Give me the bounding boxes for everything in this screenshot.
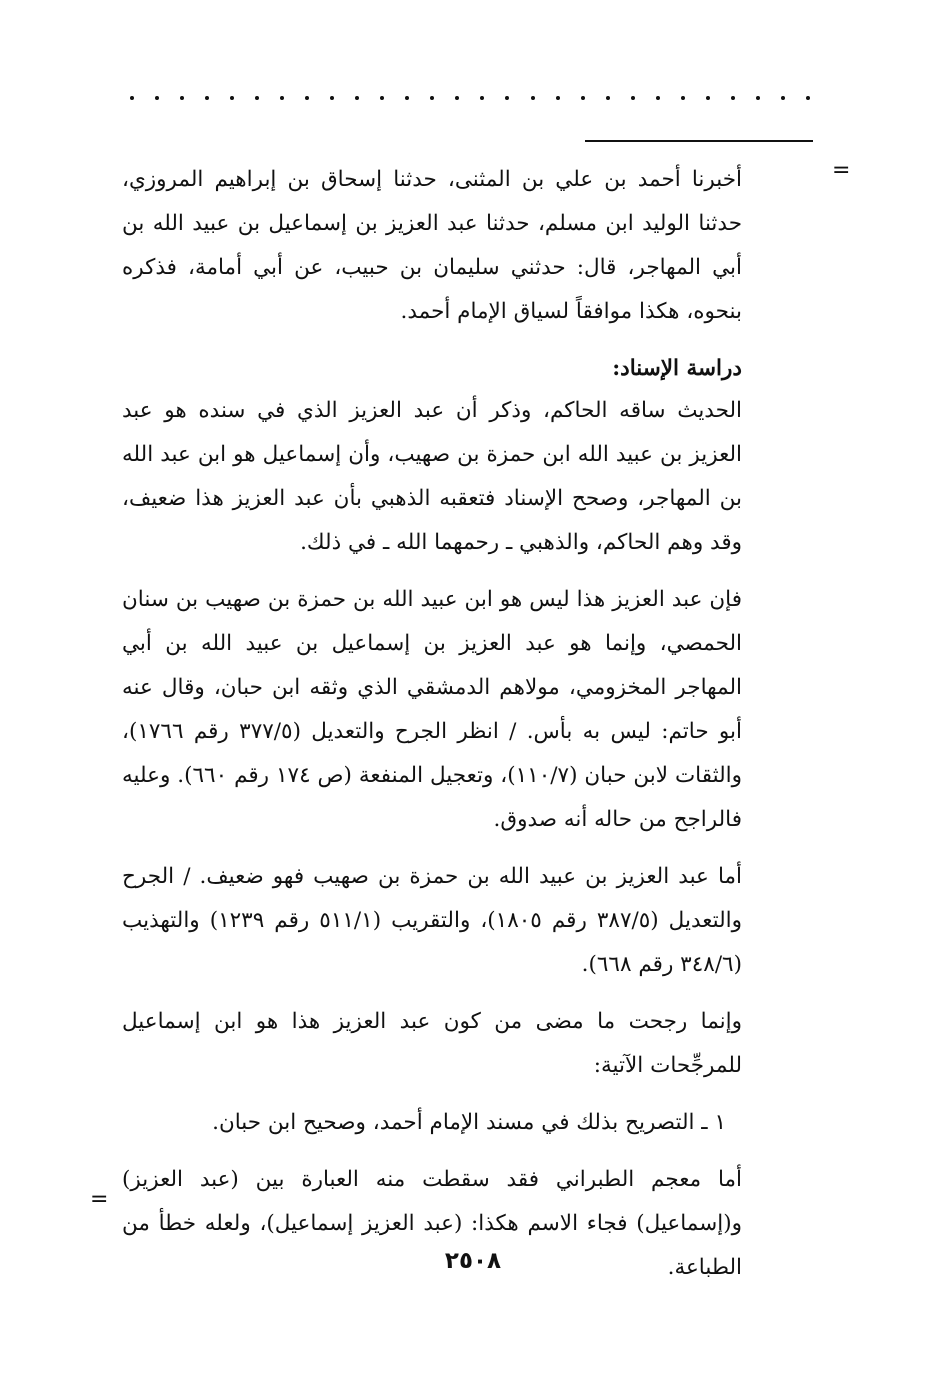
separator-dot [706,96,710,100]
separator-dot [130,96,134,100]
separator-dot [756,96,760,100]
separator-dot [430,96,434,100]
separator-dot [405,96,409,100]
separator-dot [631,96,635,100]
footnote-separator-dots [130,88,810,108]
separator-dot [330,96,334,100]
separator-dot [731,96,735,100]
separator-dot [255,96,259,100]
section-heading: دراسة الإسناد: [612,356,742,381]
separator-dot [180,96,184,100]
separator-dot [380,96,384,100]
footnote-rule [585,140,813,142]
separator-dot [155,96,159,100]
paragraph-hakim: الحديث ساقه الحاكم، وذكر أن عبد العزيز الذي في سنده هو عبد العزيز بن عبيد الله ابن حمزة بن صهيب، وأن إسماعيل هو ابن عبد الله بن المهاجر، وصحح الإسناد فتعقبه الذهبي بأن عبد العزيز هذا ضعيف، وقد وهم الحاكم، والذهبي ـ رحمهما الله ـ في ذلك. [122,398,742,555]
paragraph-abdulaziz-identity: فإن عبد العزيز هذا ليس هو ابن عبيد الله بن حمزة بن صهيب بن سنان الحمصي، وإنما هو عبد العزيز بن إسماعيل بن عبيد الله بن أبي المهاجر المخزومي، مولاهم الدمشقي الذي وثقه ابن حبان، وقال عنه أبو حاتم: ليس به بأس. / انظر الجرح والتعديل (٣٧٧/٥ رقم ١٧٦٦)، والثقات لابن حبان (١١٠/٧)، وتعجيل المنفعة (ص ١٧٤ رقم ٦٦٠). وعليه فالراجح من حاله أنه صدوق. [122,587,743,832]
separator-dot [531,96,535,100]
separator-dot [230,96,234,100]
separator-dot [305,96,309,100]
separator-dot [581,96,585,100]
separator-dot [455,96,459,100]
separator-dot [205,96,209,100]
separator-dot [656,96,660,100]
separator-dot [280,96,284,100]
separator-dot [806,96,810,100]
paragraph-preferences-intro: وإنما رجحت ما مضى من كون عبد العزيز هذا هو ابن إسماعيل للمرجِّحات الآتية: [122,1009,742,1078]
page-body [122,158,742,1303]
separator-dot [556,96,560,100]
paragraph-tabarani: أما معجم الطبراني فقد سقطت منه العبارة بين (عبد العزيز) و(إسماعيل) فجاء الاسم هكذا: (عبد العزيز إسماعيل)، ولعله خطأ من الطباعة. [122,1167,742,1280]
continuation-mark-top: = [832,158,851,183]
list-item-1: ١ ـ التصريح بذلك في مسند الإمام أحمد، وصحيح ابن حبان. [212,1110,726,1135]
separator-dot [781,96,785,100]
separator-dot [505,96,509,100]
separator-dot [606,96,610,100]
separator-dot [480,96,484,100]
paragraph-abdulaziz-weak: أما عبد العزيز بن عبيد الله بن حمزة بن صهيب فهو ضعيف. / الجرح والتعديل (٣٨٧/٥ رقم ١٨٠٥)، والتقريب (٥١١/١ رقم ١٢٣٩) والتهذيب (٣٤٨/٦ رقم ٦٦٨). [122,864,742,977]
paragraph-ibn-hibban-chain: أخبرنا أحمد بن علي بن المثنى، حدثنا إسحاق بن إبراهيم المروزي، حدثنا الوليد ابن مسلم، حدثنا عبد العزيز بن إسماعيل بن عبيد الله بن أبي المهاجر، قال: حدثني سليمان بن حبيب، عن أبي أمامة، فذكره بنحوه، هكذا موافقاً لسياق الإمام أحمد. [122,167,742,324]
page-number: ٢٥٠٨ [444,1248,502,1274]
separator-dot [355,96,359,100]
separator-dot [681,96,685,100]
continuation-mark-bottom: = [90,1187,109,1212]
